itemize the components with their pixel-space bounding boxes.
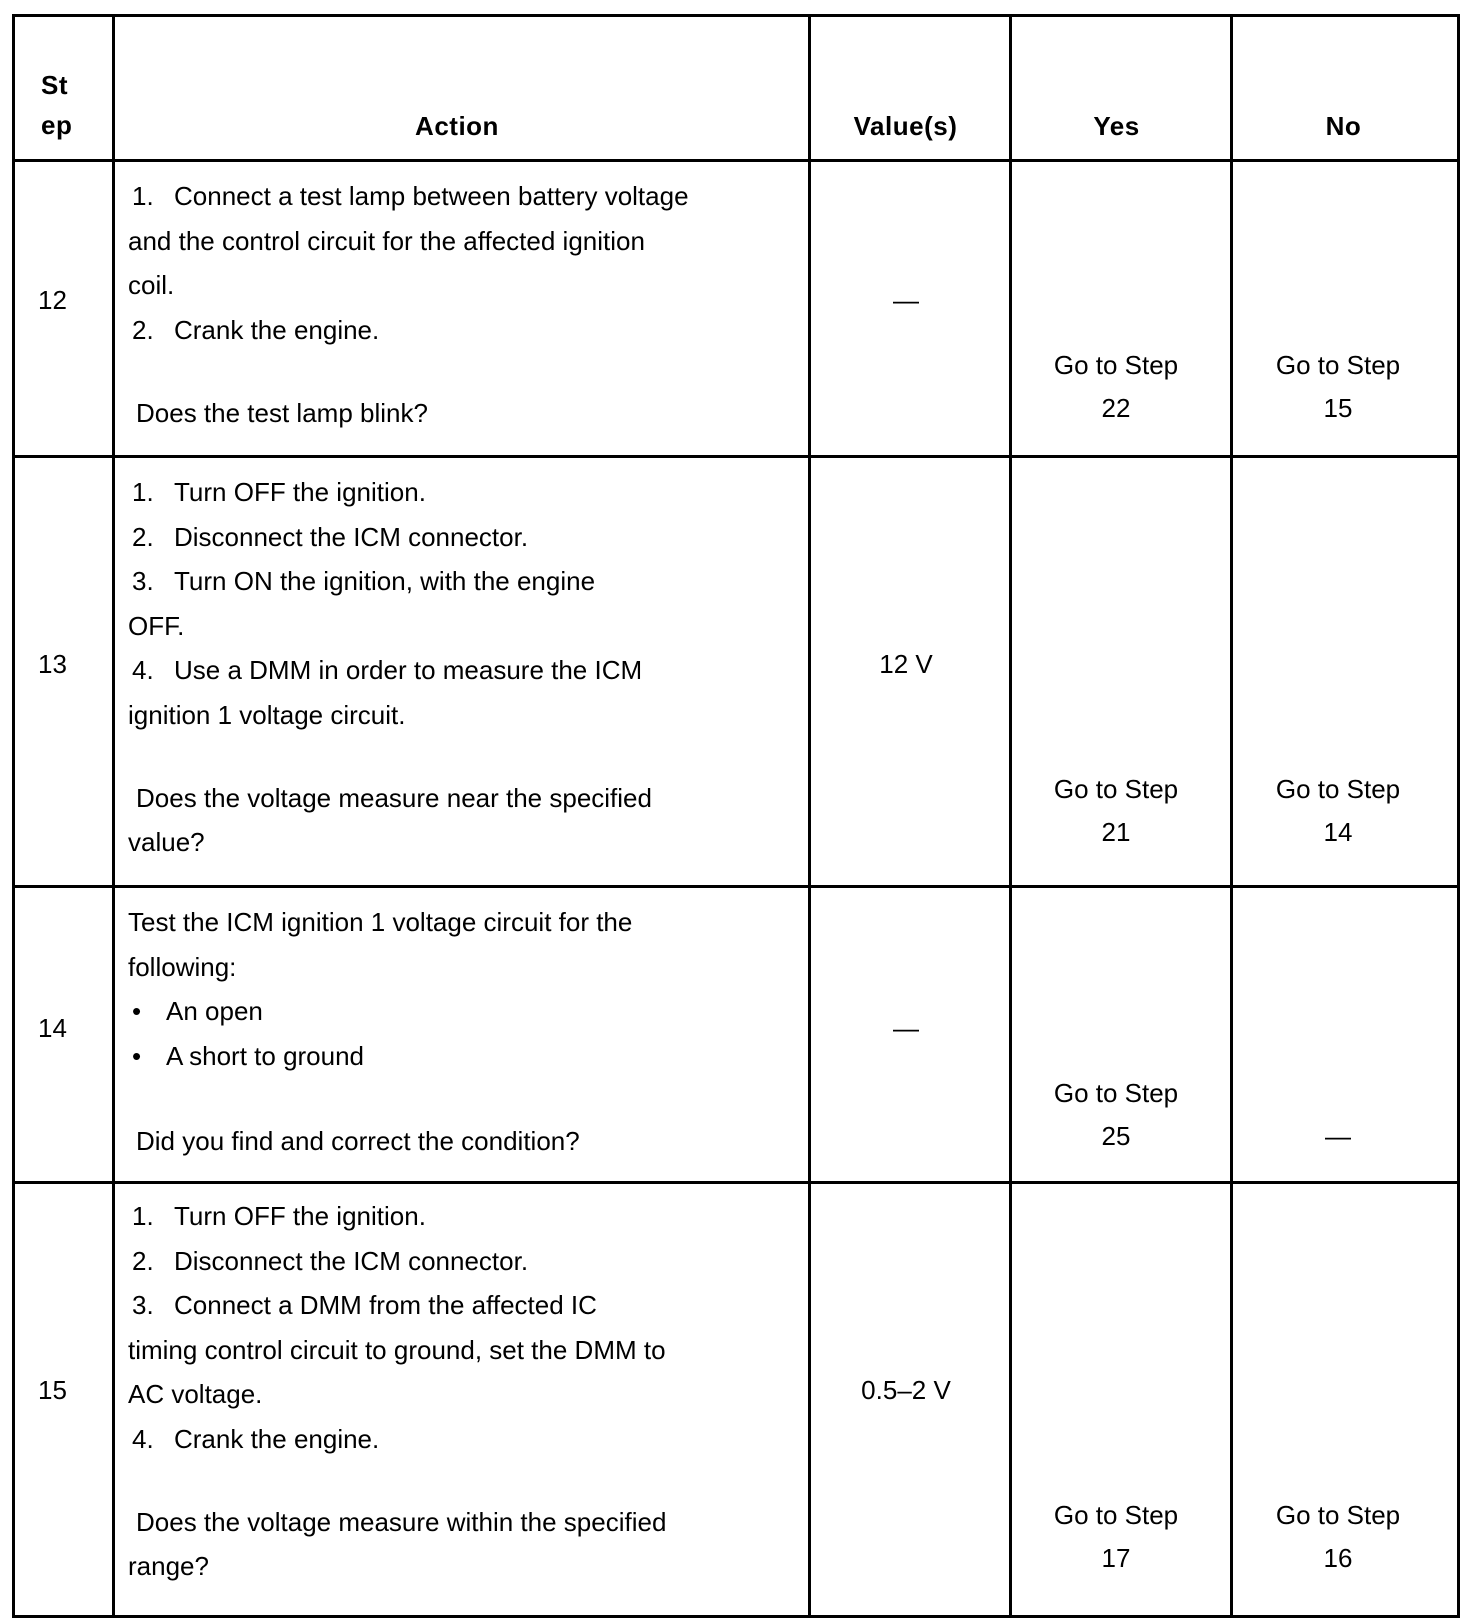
column-divider: [1009, 14, 1012, 1618]
header-step: [12, 14, 109, 160]
action-line-text: Turn OFF the ignition.: [174, 477, 426, 507]
action-line: [128, 945, 632, 990]
question-line: Does the voltage measure within the specified: [136, 1506, 667, 1537]
action-line-text: Connect a test lamp between battery voltage: [174, 181, 689, 211]
action-line-text: Turn ON the ignition, with the engine: [174, 566, 596, 596]
no-goto: [1228, 1072, 1448, 1158]
action-text: [128, 900, 632, 1163]
yes-goto-label: Go to Step: [1053, 774, 1179, 804]
action-line: [128, 1283, 666, 1328]
action-text: [128, 1194, 666, 1589]
no-goto: [1228, 344, 1448, 430]
question-line: Does the test lamp blink?: [136, 397, 428, 428]
row-divider: [12, 14, 1460, 17]
action-line-text: An open: [166, 996, 263, 1026]
action-line: [128, 900, 632, 945]
list-number: 2.: [132, 1245, 154, 1276]
question-line: Did you find and correct the condition?: [136, 1125, 580, 1156]
action-line-text: following:: [128, 951, 237, 982]
action-line-text: A short to ground: [166, 1040, 365, 1071]
action-line-text: OFF.: [128, 610, 185, 641]
column-divider: [1230, 14, 1233, 1618]
header-no: [1227, 14, 1460, 160]
header-step-line2: ep: [41, 110, 73, 140]
yes-goto: [1006, 768, 1226, 854]
action-line-text: Connect a DMM from the affected IC: [174, 1290, 597, 1320]
action-line-text: coil.: [128, 270, 175, 300]
action-line: [128, 604, 652, 649]
action-line: [128, 1194, 666, 1239]
action-line: [128, 308, 689, 353]
step-number: 15: [38, 1375, 67, 1405]
header-no-label: No: [1325, 111, 1362, 141]
header-action: [109, 14, 805, 160]
no-goto-label: Go to Step: [1275, 1500, 1401, 1530]
row-divider: [12, 159, 1460, 162]
header-action-label: Action: [415, 111, 499, 141]
action-line-text: Disconnect the ICM connector.: [174, 521, 529, 552]
table-row: [12, 886, 1460, 1182]
row-divider: [12, 1181, 1460, 1184]
action-line-text: AC voltage.: [128, 1379, 263, 1409]
question-line: Does the voltage measure near the specified: [136, 782, 652, 813]
header-yes: [1006, 14, 1227, 160]
header-yes-label: Yes: [1093, 111, 1140, 141]
list-number: 2.: [132, 521, 154, 552]
yes-goto-step: 17: [1101, 1543, 1131, 1573]
header-step-line1: St: [41, 70, 68, 100]
action-line-text: and the control circuit for the affected ignition: [128, 225, 645, 256]
action-text: [128, 174, 689, 435]
row-divider: [12, 1615, 1460, 1618]
step-number: 14: [38, 1013, 67, 1043]
yes-goto: [1006, 344, 1226, 430]
action-line-text: Turn OFF the ignition.: [174, 1201, 426, 1231]
table-row: [12, 1182, 1460, 1618]
column-divider: [808, 14, 811, 1618]
yes-goto-label: Go to Step: [1053, 1500, 1179, 1530]
list-number: 1.: [132, 1201, 154, 1231]
question-line: value?: [128, 827, 205, 857]
action-line-text: Crank the engine.: [174, 314, 380, 345]
question-line: range?: [128, 1551, 209, 1581]
column-divider: [12, 14, 15, 1618]
no-goto-step: 15: [1323, 393, 1353, 423]
value-cell: 12 V: [879, 649, 933, 679]
list-number: 3.: [132, 566, 154, 596]
header-values: [805, 14, 1006, 160]
header-values-label: Value(s): [853, 111, 958, 141]
action-line-text: Crank the engine.: [174, 1423, 380, 1454]
no-goto: [1228, 1494, 1448, 1580]
column-divider: [1457, 14, 1460, 1618]
yes-goto: [1006, 1072, 1226, 1158]
action-line: [128, 559, 652, 604]
blank-line: [128, 1078, 632, 1123]
action-line: [128, 1034, 632, 1079]
action-line: [128, 648, 652, 693]
column-divider: [112, 14, 115, 1618]
value-cell: —: [893, 1013, 919, 1043]
action-line: [128, 989, 632, 1034]
list-number: 1.: [132, 477, 154, 507]
action-line: [128, 515, 652, 560]
action-line: [128, 219, 689, 264]
no-goto-step: —: [1325, 1121, 1351, 1151]
list-number: 1.: [132, 181, 154, 211]
no-goto-label: Go to Step: [1275, 350, 1401, 380]
action-line: [128, 174, 689, 219]
row-divider: [12, 455, 1460, 458]
no-goto-label: Go to Step: [1275, 774, 1401, 804]
table-row: [12, 456, 1460, 886]
action-line: [128, 1372, 666, 1417]
no-goto-step: 14: [1323, 817, 1353, 847]
yes-goto-label: Go to Step: [1053, 350, 1179, 380]
yes-goto-label: Go to Step: [1053, 1078, 1179, 1108]
list-number: 3.: [132, 1290, 154, 1320]
no-goto-label: [1228, 1072, 1448, 1115]
value-cell: —: [893, 285, 919, 315]
action-line: [128, 263, 689, 308]
value-cell: 0.5–2 V: [861, 1375, 951, 1405]
diagnostic-table: [12, 14, 1460, 1618]
action-line: [128, 693, 652, 738]
action-line: [128, 470, 652, 515]
action-line-text: Disconnect the ICM connector.: [174, 1245, 529, 1276]
action-line-text: Test the ICM ignition 1 voltage circuit for the: [128, 907, 633, 937]
yes-goto-step: 22: [1101, 393, 1131, 423]
step-number: 13: [38, 649, 67, 679]
table-header-row: [12, 14, 1460, 160]
yes-goto-step: 25: [1101, 1121, 1131, 1151]
action-text: [128, 470, 652, 865]
action-line: [128, 1239, 666, 1284]
list-number: 4.: [132, 1423, 154, 1454]
action-line: [128, 1328, 666, 1373]
action-line-text: timing control circuit to ground, set the DMM to: [128, 1334, 666, 1365]
step-number: 12: [38, 285, 67, 315]
list-number: 2.: [132, 314, 154, 345]
row-divider: [12, 885, 1460, 888]
yes-goto: [1006, 1494, 1226, 1580]
yes-goto-step: 21: [1101, 817, 1131, 847]
bullet-icon: •: [132, 1040, 142, 1071]
action-line-text: ignition 1 voltage circuit.: [128, 699, 406, 730]
bullet-icon: •: [132, 996, 142, 1026]
action-line-text: Use a DMM in order to measure the ICM: [174, 655, 643, 685]
no-goto-step: 16: [1323, 1543, 1353, 1573]
list-number: 4.: [132, 655, 154, 685]
table-row: [12, 160, 1460, 456]
action-line: [128, 1417, 666, 1462]
no-goto: [1228, 768, 1448, 854]
